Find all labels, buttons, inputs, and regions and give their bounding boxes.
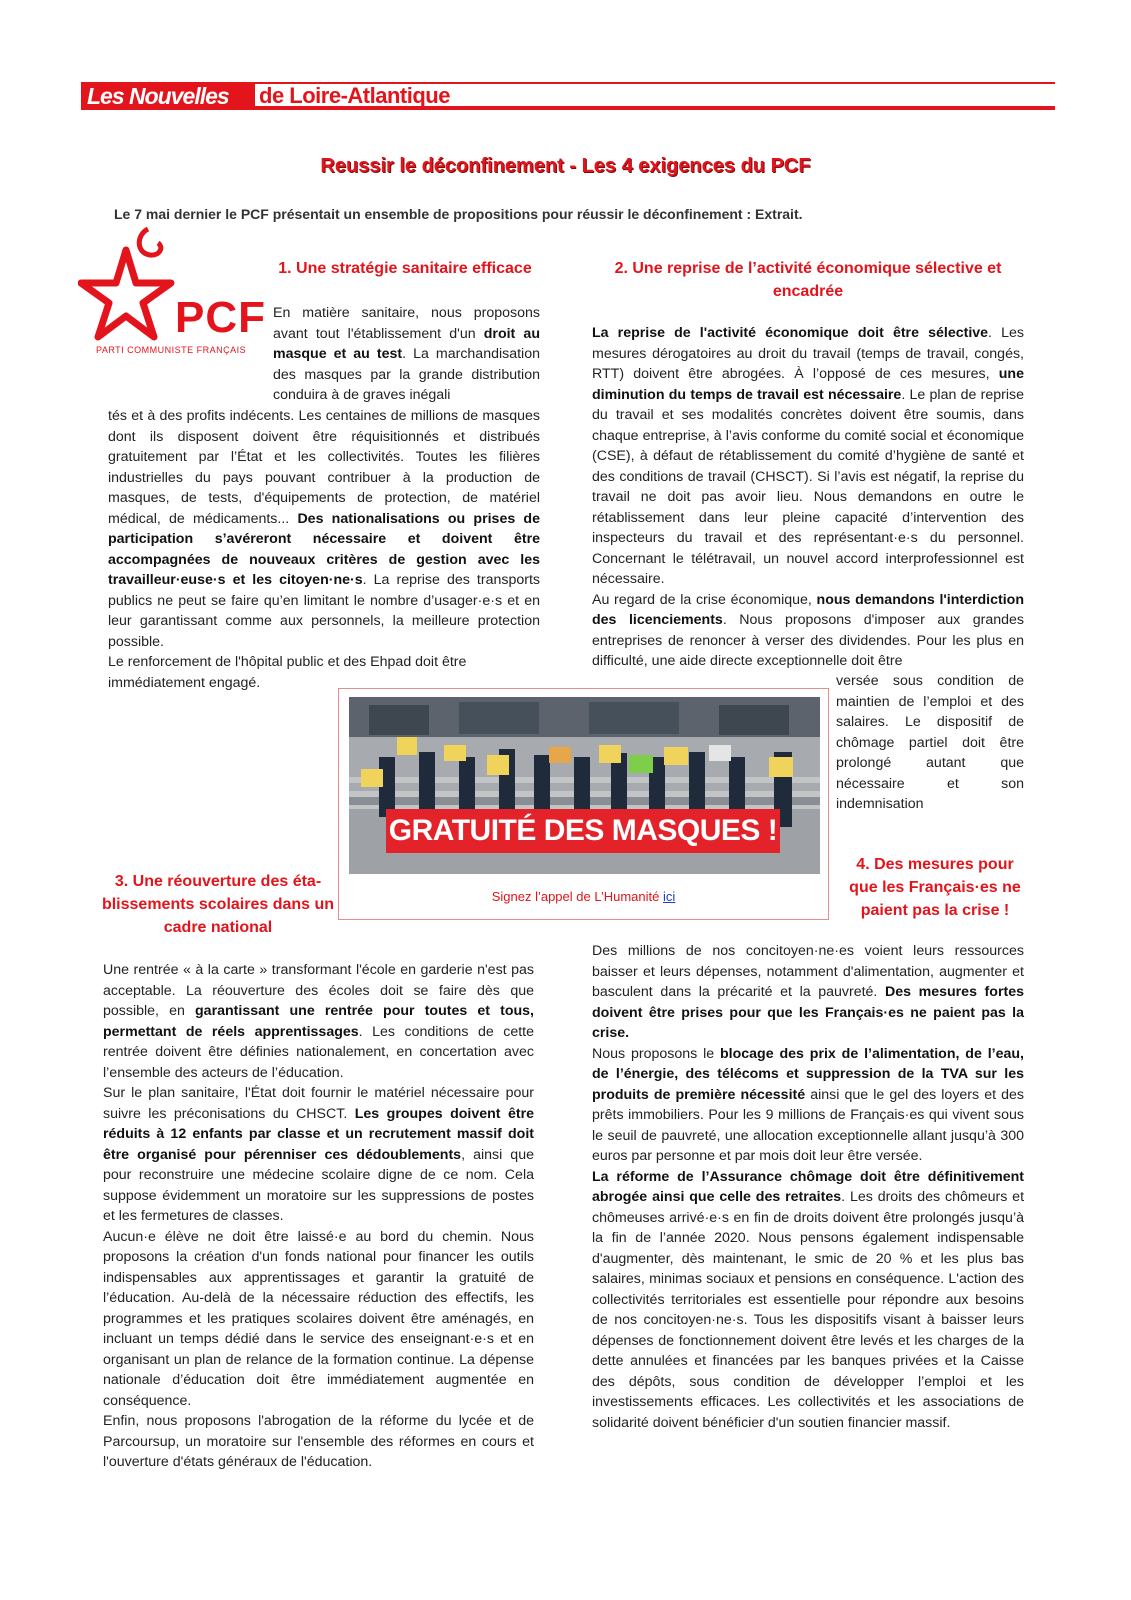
section-3-title (100, 870, 336, 939)
section-2-title-line1: 2. Une reprise de l’activité économique sélective et (614, 260, 1002, 277)
section-2-title-line2: encadrée (772, 283, 844, 300)
pcf-logo (78, 225, 268, 360)
pcf-logo-subtitle: PARTI COMMUNISTE FRANÇAIS (96, 345, 247, 355)
section-4-title-line2: que les Français·es ne (849, 879, 1021, 896)
section-2-title (592, 257, 1024, 303)
photo-box (338, 688, 829, 920)
petition-link[interactable]: ici (663, 889, 676, 904)
section-2-text-continued: versée sous condition de maintien de l’emploi et des salaires. Le dispositif de chômage partiel doit être prolongé autant que nécessaire et son indemnisation (836, 673, 1024, 812)
section-3-title-line1: 3. Une réouverture des éta- (114, 873, 322, 890)
section-4-text: Des millions de nos concitoyen·ne·es voient leurs ressources baisser et leurs dépenses, notamment d'alimentation, augmenter et basculent dans la précarité et la pauvreté. Des mesures fortes doivent être prises pour que les Français·es ne paient pas la crise. Nous proposons le blocage des prix de l’alimentation, de l’eau, de l’énergie, des télécoms et suppression de la TVA sur les produits de première nécessité ainsi que le gel des loyers et des prêts immobiliers. Pour les 9 millions de Français·es qui vivent sous le seuil de pauvreté, une allocation exceptionnelle allant jusqu’à 300 euros par personne et par mois doit leur être versée. La réforme de l’Assurance chômage doit être définitivement abrogée ainsi que celle des retraites. Les droits des chômeurs et chômeuses arrivé·e·s en fin de droits doivent être prolongés jusqu’à la fin de l’année 2020. Nous pensons également indispensable d'augmenter, dès maintenant, le smic de 20 % et les plus bas salaires, minimas sociaux et pensions en conséquence. L'action des collectivités territoriales est essentielle pour répondre aux besoins de nos concitoyen·ne·s. Tous les dispositifs visant à baisser leurs dépenses de fonctionnement doivent être levés et les charges de la dette annulées et financées par les banques privées et la Caisse des dépôts, sous condition de développer l’emploi et les investissements efficaces. Les collectivités et les associations de solidarité doivent bénéficier d'un soutien financier massif. (592, 943, 1025, 1431)
section-1-text-top: En matière sanitaire, nous proposons avant tout l'établissement d'un droit au masque et au test. La marchandisation des masques par la grande distribution conduira à de graves inégali (273, 305, 540, 403)
section-3-text: Une rentrée « à la carte » transformant l'école en garderie n'est pas acceptable. La réouverture des écoles doit se faire dès que possible, en garantissant une rentrée pour toutes et tous, permettant de réels apprentissages. Les conditions de cette rentrée doivent être définies nationalement, en concertation avec l’ensemble des acteurs de l’éducation. Sur le plan sanitaire, l'État doit fournir le matériel nécessaire pour suivre les préconisations du CHSCT. Les groupes doivent être réduits à 12 enfants par classe et un recrutement massif doit être organisé pour pérenniser ces dédoublements, ainsi que pour reconstruire une médecine scolaire digne de ce nom. Cela suppose évidemment un moratoire sur les suppressions de postes et les fermetures de classes. Aucun·e élève ne doit être laissé·e au bord du chemin. Nous proposons la création d'un fonds national pour financer les outils indispensables aux apprentissages et garantir la gratuité de l’éducation. Au-delà de la nécessaire réduction des effectifs, les programmes et les pratiques scolaires doivent être aménagés, en incluant un temps dédié dans le service des enseignant·e·s et en organisant un plan de relance de la formation continue. La dépense nationale d’éducation doit être immédiatement augmentée en conséquence. Enfin, nous proposons l'abrogation de la réforme du lycée et de Parcoursup, un moratoire sur l'ensemble des réformes en cours et l'ouverture d'états généraux de l'éducation. (103, 962, 535, 1470)
photo-caption (339, 889, 828, 904)
section-1-title: 1. Une stratégie sanitaire efficace (278, 260, 532, 277)
section-4-title-line1: 4. Des mesures pour (856, 856, 1014, 873)
photo-caption-text: Signez l’appel de L’Humanité (491, 889, 660, 904)
masthead-title-part1: Les Nouvelles (87, 83, 229, 109)
section-4-title (840, 853, 1030, 922)
article-intro: Le 7 mai dernier le PCF présentait un ensemble de propositions pour réussir le déconfinement : Extrait. (114, 206, 803, 222)
section-3-title-line3: cadre national (163, 919, 273, 936)
section-2-text: La reprise de l'activité économique doit être sélective. Les mesures dérogatoires au droit du travail (temps de travail, congés, RTT) doivent être abrogées. À l’opposé de ces mesures, une diminution du temps de travail est nécessaire. Le plan de reprise du travail et ses modalités concrètes doivent être soumis, dans chaque entreprise, à l’avis conforme du comité social et économique (CSE), à défaut de rétablissement du comité d’hygiène de santé et des conditions de travail (CHSCT). Si l’avis est négatif, la reprise du travail ne doit pas avoir lieu. Nous demandons en outre le rétablissement dans leur pleine capacité d’intervention des inspecteurs du travail et des représentant·e·s du personnel. Concernant le télétravail, un nouvel accord interprofessionnel est nécessaire. Au regard de la crise économique, nous demandons l'interdiction des licenciements. Nous proposons d'imposer aux grandes entreprises de renoncer à verser des dividendes. Pour les plus en difficulté, une aide directe exceptionnelle doit être (592, 325, 1024, 669)
page-number: 2 (1032, 83, 1044, 108)
masthead-title-part2: de Loire-Atlantique (259, 83, 450, 108)
section-3-title-line2: blissements scolaires dans un (101, 896, 335, 913)
photo-banner: GRATUITÉ DES MASQUES ! (386, 809, 780, 853)
pcf-logo-text: PCF (175, 293, 266, 342)
masthead (81, 82, 1055, 110)
article-title: Reussir le déconfinement - Les 4 exigences du PCF (320, 155, 811, 177)
section-4-title-line3: paient pas la crise ! (860, 902, 1010, 919)
protest-photo (349, 697, 820, 874)
section-1-text: tés et à des profits indécents. Les centaines de millions de masques dont ils disposent doivent être réquisitionnés et distribués gratuitement par l’État et les collectivités. Toutes les filières industrielles du pays pouvant contribuer à la production de masques, de tests, d'équipements de protection, de matériel médical, de médicaments... Des nationalisations ou prises de participation s’avéreront nécessaire et doivent être accompagnées de nouveaux critères de gestion avec les travailleur·euse·s et les citoyen·ne·s. La reprise des transports publics ne peut se faire qu’en limitant le nombre d’usager·e·s et en leur garantissant comme aux personnels, la meilleure protection possible. Le renforcement de l'hôpital public et des Ehpad doit être immédiatement engagé. (108, 408, 540, 691)
